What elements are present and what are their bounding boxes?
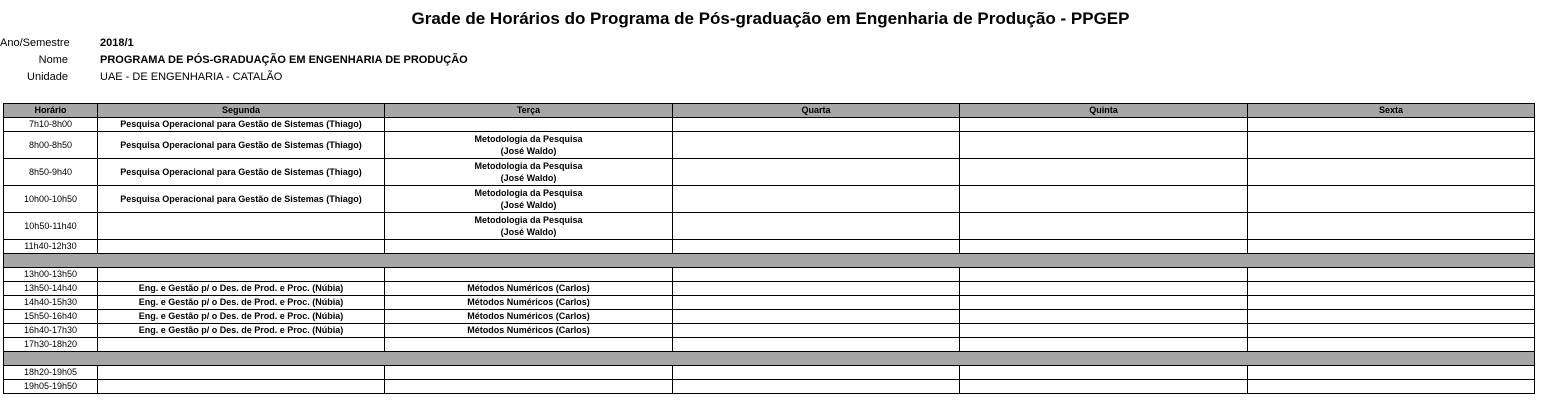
table-row	[4, 296, 1535, 310]
class-cell	[1248, 366, 1535, 380]
class-cell	[960, 324, 1248, 338]
break-cell	[4, 352, 1535, 366]
class-cell	[385, 240, 673, 254]
class-cell	[673, 366, 960, 380]
table-row	[4, 118, 1535, 132]
class-cell	[673, 186, 960, 213]
class-cell	[1248, 324, 1535, 338]
class-cell: Eng. e Gestão p/ o Des. de Prod. e Proc. (Núbia)	[98, 324, 385, 338]
class-cell	[385, 366, 673, 380]
table-row	[4, 310, 1535, 324]
class-cell	[1248, 132, 1535, 159]
table-row	[4, 240, 1535, 254]
table-row	[4, 380, 1535, 394]
info-value: 2018/1	[100, 37, 134, 49]
class-cell	[673, 240, 960, 254]
time-cell: 11h40-12h30	[4, 240, 98, 254]
class-cell	[673, 118, 960, 132]
schedule-table	[3, 103, 1535, 394]
class-cell: Pesquisa Operacional para Gestão de Sistemas (Thiago)	[98, 132, 385, 159]
table-row	[4, 268, 1535, 282]
table-header-row	[4, 104, 1535, 118]
class-cell	[960, 159, 1248, 186]
class-cell	[673, 380, 960, 394]
class-cell	[98, 240, 385, 254]
class-cell	[98, 380, 385, 394]
info-label: Unidade	[27, 71, 68, 83]
class-cell: Eng. e Gestão p/ o Des. de Prod. e Proc. (Núbia)	[98, 296, 385, 310]
class-cell	[98, 338, 385, 352]
class-cell	[1248, 338, 1535, 352]
class-cell	[673, 296, 960, 310]
class-cell	[1248, 296, 1535, 310]
class-cell	[385, 380, 673, 394]
class-cell	[960, 380, 1248, 394]
class-cell	[1248, 213, 1535, 240]
time-cell: 10h50-11h40	[4, 213, 98, 240]
class-cell	[673, 310, 960, 324]
class-cell	[1248, 118, 1535, 132]
class-cell	[673, 159, 960, 186]
class-cell: Métodos Numéricos (Carlos)	[385, 324, 673, 338]
class-cell: Pesquisa Operacional para Gestão de Sistemas (Thiago)	[98, 186, 385, 213]
class-cell: Metodologia da Pesquisa (José Waldo)	[385, 213, 673, 240]
time-cell: 19h05-19h50	[4, 380, 98, 394]
time-cell: 8h50-9h40	[4, 159, 98, 186]
class-cell	[960, 213, 1248, 240]
class-cell	[1248, 240, 1535, 254]
time-cell: 16h40-17h30	[4, 324, 98, 338]
class-cell	[1248, 268, 1535, 282]
table-row	[4, 213, 1535, 240]
class-cell	[960, 296, 1248, 310]
time-cell: 14h40-15h30	[4, 296, 98, 310]
class-cell	[673, 324, 960, 338]
class-cell	[960, 240, 1248, 254]
table-row	[4, 324, 1535, 338]
class-cell	[960, 118, 1248, 132]
break-row	[4, 254, 1535, 268]
break-row	[4, 352, 1535, 366]
time-cell: 7h10-8h00	[4, 118, 98, 132]
class-cell: Pesquisa Operacional para Gestão de Sistemas (Thiago)	[98, 118, 385, 132]
column-header: Horário	[4, 104, 98, 118]
table-row	[4, 132, 1535, 159]
time-cell: 13h50-14h40	[4, 282, 98, 296]
table-row	[4, 338, 1535, 352]
class-cell	[1248, 282, 1535, 296]
class-cell: Métodos Numéricos (Carlos)	[385, 296, 673, 310]
class-cell	[673, 338, 960, 352]
class-cell: Métodos Numéricos (Carlos)	[385, 282, 673, 296]
column-header: Quinta	[960, 104, 1248, 118]
class-cell: Metodologia da Pesquisa (José Waldo)	[385, 132, 673, 159]
info-value: PROGRAMA DE PÓS-GRADUAÇÃO EM ENGENHARIA DE PRODUÇÃO	[100, 54, 468, 66]
page-title: Grade de Horários do Programa de Pós-graduação em Engenharia de Produção - PPGEP	[411, 9, 1130, 28]
class-cell	[1248, 310, 1535, 324]
class-cell	[98, 213, 385, 240]
class-cell: Métodos Numéricos (Carlos)	[385, 310, 673, 324]
class-cell	[98, 366, 385, 380]
info-value: UAE - DE ENGENHARIA - CATALÃO	[100, 71, 283, 83]
class-cell: Metodologia da Pesquisa (José Waldo)	[385, 186, 673, 213]
class-cell: Pesquisa Operacional para Gestão de Sistemas (Thiago)	[98, 159, 385, 186]
time-cell: 15h50-16h40	[4, 310, 98, 324]
class-cell	[673, 268, 960, 282]
class-cell	[673, 213, 960, 240]
break-cell	[4, 254, 1535, 268]
class-cell	[960, 268, 1248, 282]
column-header: Segunda	[98, 104, 385, 118]
class-cell	[960, 132, 1248, 159]
class-cell	[385, 268, 673, 282]
class-cell	[960, 338, 1248, 352]
class-cell	[960, 282, 1248, 296]
class-cell	[673, 132, 960, 159]
column-header: Sexta	[1248, 104, 1535, 118]
column-header: Quarta	[673, 104, 960, 118]
time-cell: 18h20-19h05	[4, 366, 98, 380]
time-cell: 13h00-13h50	[4, 268, 98, 282]
class-cell: Eng. e Gestão p/ o Des. de Prod. e Proc. (Núbia)	[98, 310, 385, 324]
class-cell	[673, 282, 960, 296]
class-cell: Metodologia da Pesquisa (José Waldo)	[385, 159, 673, 186]
table-row	[4, 159, 1535, 186]
table-row	[4, 186, 1535, 213]
time-cell: 10h00-10h50	[4, 186, 98, 213]
class-cell	[960, 310, 1248, 324]
time-cell: 8h00-8h50	[4, 132, 98, 159]
class-cell	[1248, 380, 1535, 394]
class-cell: Eng. e Gestão p/ o Des. de Prod. e Proc. (Núbia)	[98, 282, 385, 296]
column-header: Terça	[385, 104, 673, 118]
class-cell	[1248, 186, 1535, 213]
class-cell	[1248, 159, 1535, 186]
class-cell	[960, 366, 1248, 380]
info-label: Nome	[38, 54, 68, 66]
table-row	[4, 282, 1535, 296]
time-cell: 17h30-18h20	[4, 338, 98, 352]
class-cell	[98, 268, 385, 282]
info-label: Ano/Semestre	[0, 37, 70, 49]
class-cell	[385, 118, 673, 132]
table-row	[4, 366, 1535, 380]
class-cell	[385, 338, 673, 352]
class-cell	[960, 186, 1248, 213]
